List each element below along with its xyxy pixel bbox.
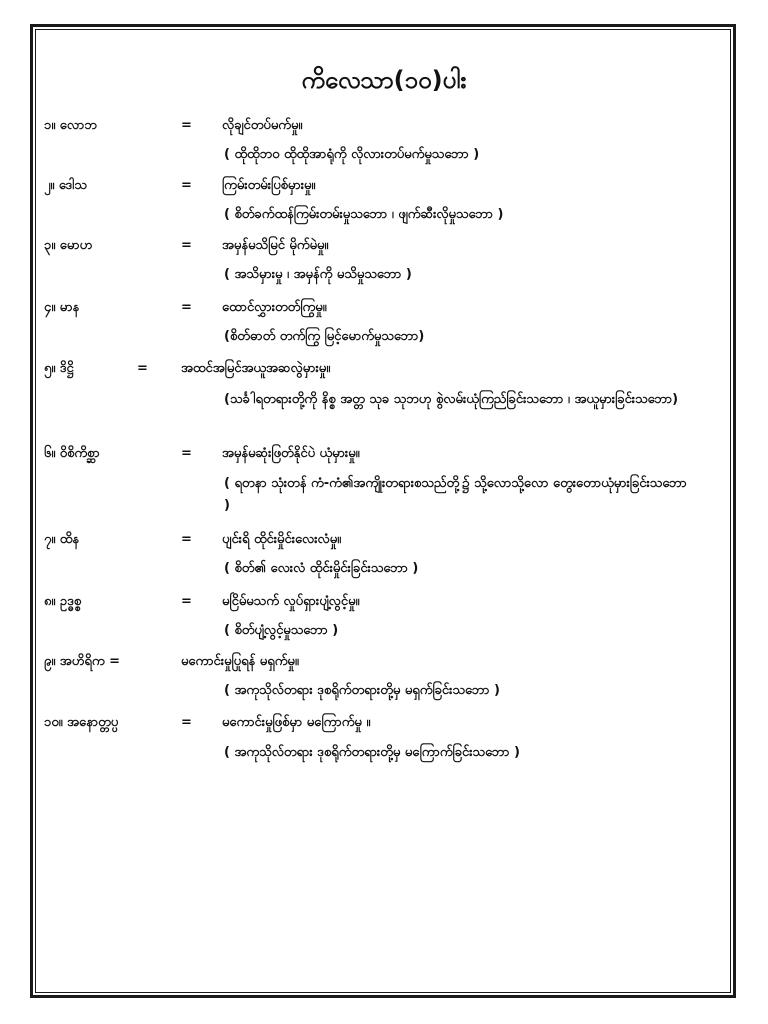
entry-meaning: လိုချင်တပ်မက်မှု။ xyxy=(222,118,303,133)
list-item xyxy=(0,589,768,615)
entry-meaning: အထင်အမြင်အယူအဆလွဲမှားမှု။ xyxy=(181,361,331,376)
list-item xyxy=(0,295,768,321)
entry-explanation: ( စိတ်၏ လေးလံ ထိုင်းမှိုင်းခြင်းသဘော ) xyxy=(224,561,419,576)
entry-term: ၃။ မောဟ xyxy=(44,238,93,253)
list-item xyxy=(0,356,768,382)
entry-meaning: အမှန်မဆုံးဖြတ်နိုင်ပဲ ယုံမှားမှု။ xyxy=(222,446,360,461)
equals-sign: = xyxy=(181,594,192,609)
entry-meaning: ထောင်လွှားတတ်ကြွမှု။ xyxy=(222,300,327,315)
equals-sign: = xyxy=(181,178,192,193)
equals-sign: = xyxy=(181,715,192,730)
list-item xyxy=(0,710,768,736)
entry-term: ၁။ လောဘ xyxy=(44,118,97,133)
entry-explanation: ( စိတ်ခက်ထန်ကြမ်းတမ်းမှုသဘော ၊ ဖျက်ဆီးလိုမှုသဘော ) xyxy=(224,207,504,222)
entry-term: ၉။ အဟိရိက = xyxy=(44,654,121,669)
entry-explanation: ( ထိုထိုဘ၀ ထိုထိုအာရုံကို လိုလားတပ်မက်မှုသဘော ) xyxy=(224,147,480,162)
entry-term: ၆။ ဝိစိကိစ္ဆာ xyxy=(44,446,100,461)
equals-sign: = xyxy=(137,361,148,376)
page-title: ကိလေသာ(၁၀)ပါး xyxy=(301,66,467,94)
entry-term: ၂။ ဒေါသ xyxy=(44,178,87,193)
entry-explanation: ( အသိမှားမှု ၊ အမှန်ကို မသိမှုသဘော ) xyxy=(224,267,412,282)
equals-sign: = xyxy=(181,300,192,315)
list-item xyxy=(0,441,768,467)
equals-sign: = xyxy=(181,446,192,461)
entry-explanation: (စိတ်ဓာတ် တက်ကြွ မြင့်မောက်မှုသဘော) xyxy=(224,329,425,344)
entry-term: ၈။ ဥဒ္ဓစ္စ xyxy=(44,594,82,609)
entry-explanation: ( စိတ်ပျံ့လွင့်မှုသဘော ) xyxy=(224,623,339,638)
list-item xyxy=(0,649,768,675)
list-item xyxy=(0,233,768,259)
entry-term: ၅။ ဒိဋ္ဌိ xyxy=(44,361,74,376)
list-item xyxy=(0,113,768,139)
entry-term: ၁၀။ အနောတ္တပ္ပ xyxy=(44,715,119,730)
equals-sign: = xyxy=(181,238,192,253)
entry-explanation: ( အကုသိုလ်တရား ဒုစရိုက်တရားတို့မှ မရှက်ခြင်းသဘော ) xyxy=(224,683,500,698)
entry-meaning: ပျင်းရိ ထိုင်းမှိုင်းလေးလံမှု။ xyxy=(222,532,342,547)
entry-meaning: ကြမ်းတမ်းပြစ်မှားမှု။ xyxy=(222,178,316,193)
entry-term: ၄။ မာန xyxy=(44,300,80,315)
entry-explanation: (သင်္ခါရတရားတို့ကို နိစ္စ အတ္တ သုခ သုဘဟု စွဲလမ်းယုံကြည်ခြင်းသဘော ၊ အယူမှားခြင်းသဘော) xyxy=(224,392,679,407)
list-item xyxy=(0,173,768,199)
entry-meaning: အမှန်မသိမြင် မိုက်မဲမှု။ xyxy=(222,238,329,253)
entry-explanation: ( ရတနာ သုံးတန် ကံ-ကံ၏အကျိုးတရားစသည်တို့၌ သို့လောသို့လော တွေးတောယုံမှားခြင်းသဘော ) xyxy=(224,476,687,513)
entry-term: ၇။ ထိန xyxy=(44,532,80,547)
entry-meaning: မငြိမ်မသက် လှုပ်ရှားပျံ့လွင့်မှု။ xyxy=(222,594,360,609)
entry-explanation: ( အကုသိုလ်တရား ဒုစရိုက်တရားတို့မှ မကြောက်ခြင်းသဘော ) xyxy=(224,745,520,760)
equals-sign: = xyxy=(181,118,192,133)
entry-meaning: မကောင်းမှုပြုရန် မရှက်မှု။ xyxy=(181,654,299,669)
list-item xyxy=(0,527,768,553)
entry-meaning: မကောင်းမှုဖြစ်မှာ မကြောက်မှု ။ xyxy=(222,715,371,730)
equals-sign: = xyxy=(181,532,192,547)
